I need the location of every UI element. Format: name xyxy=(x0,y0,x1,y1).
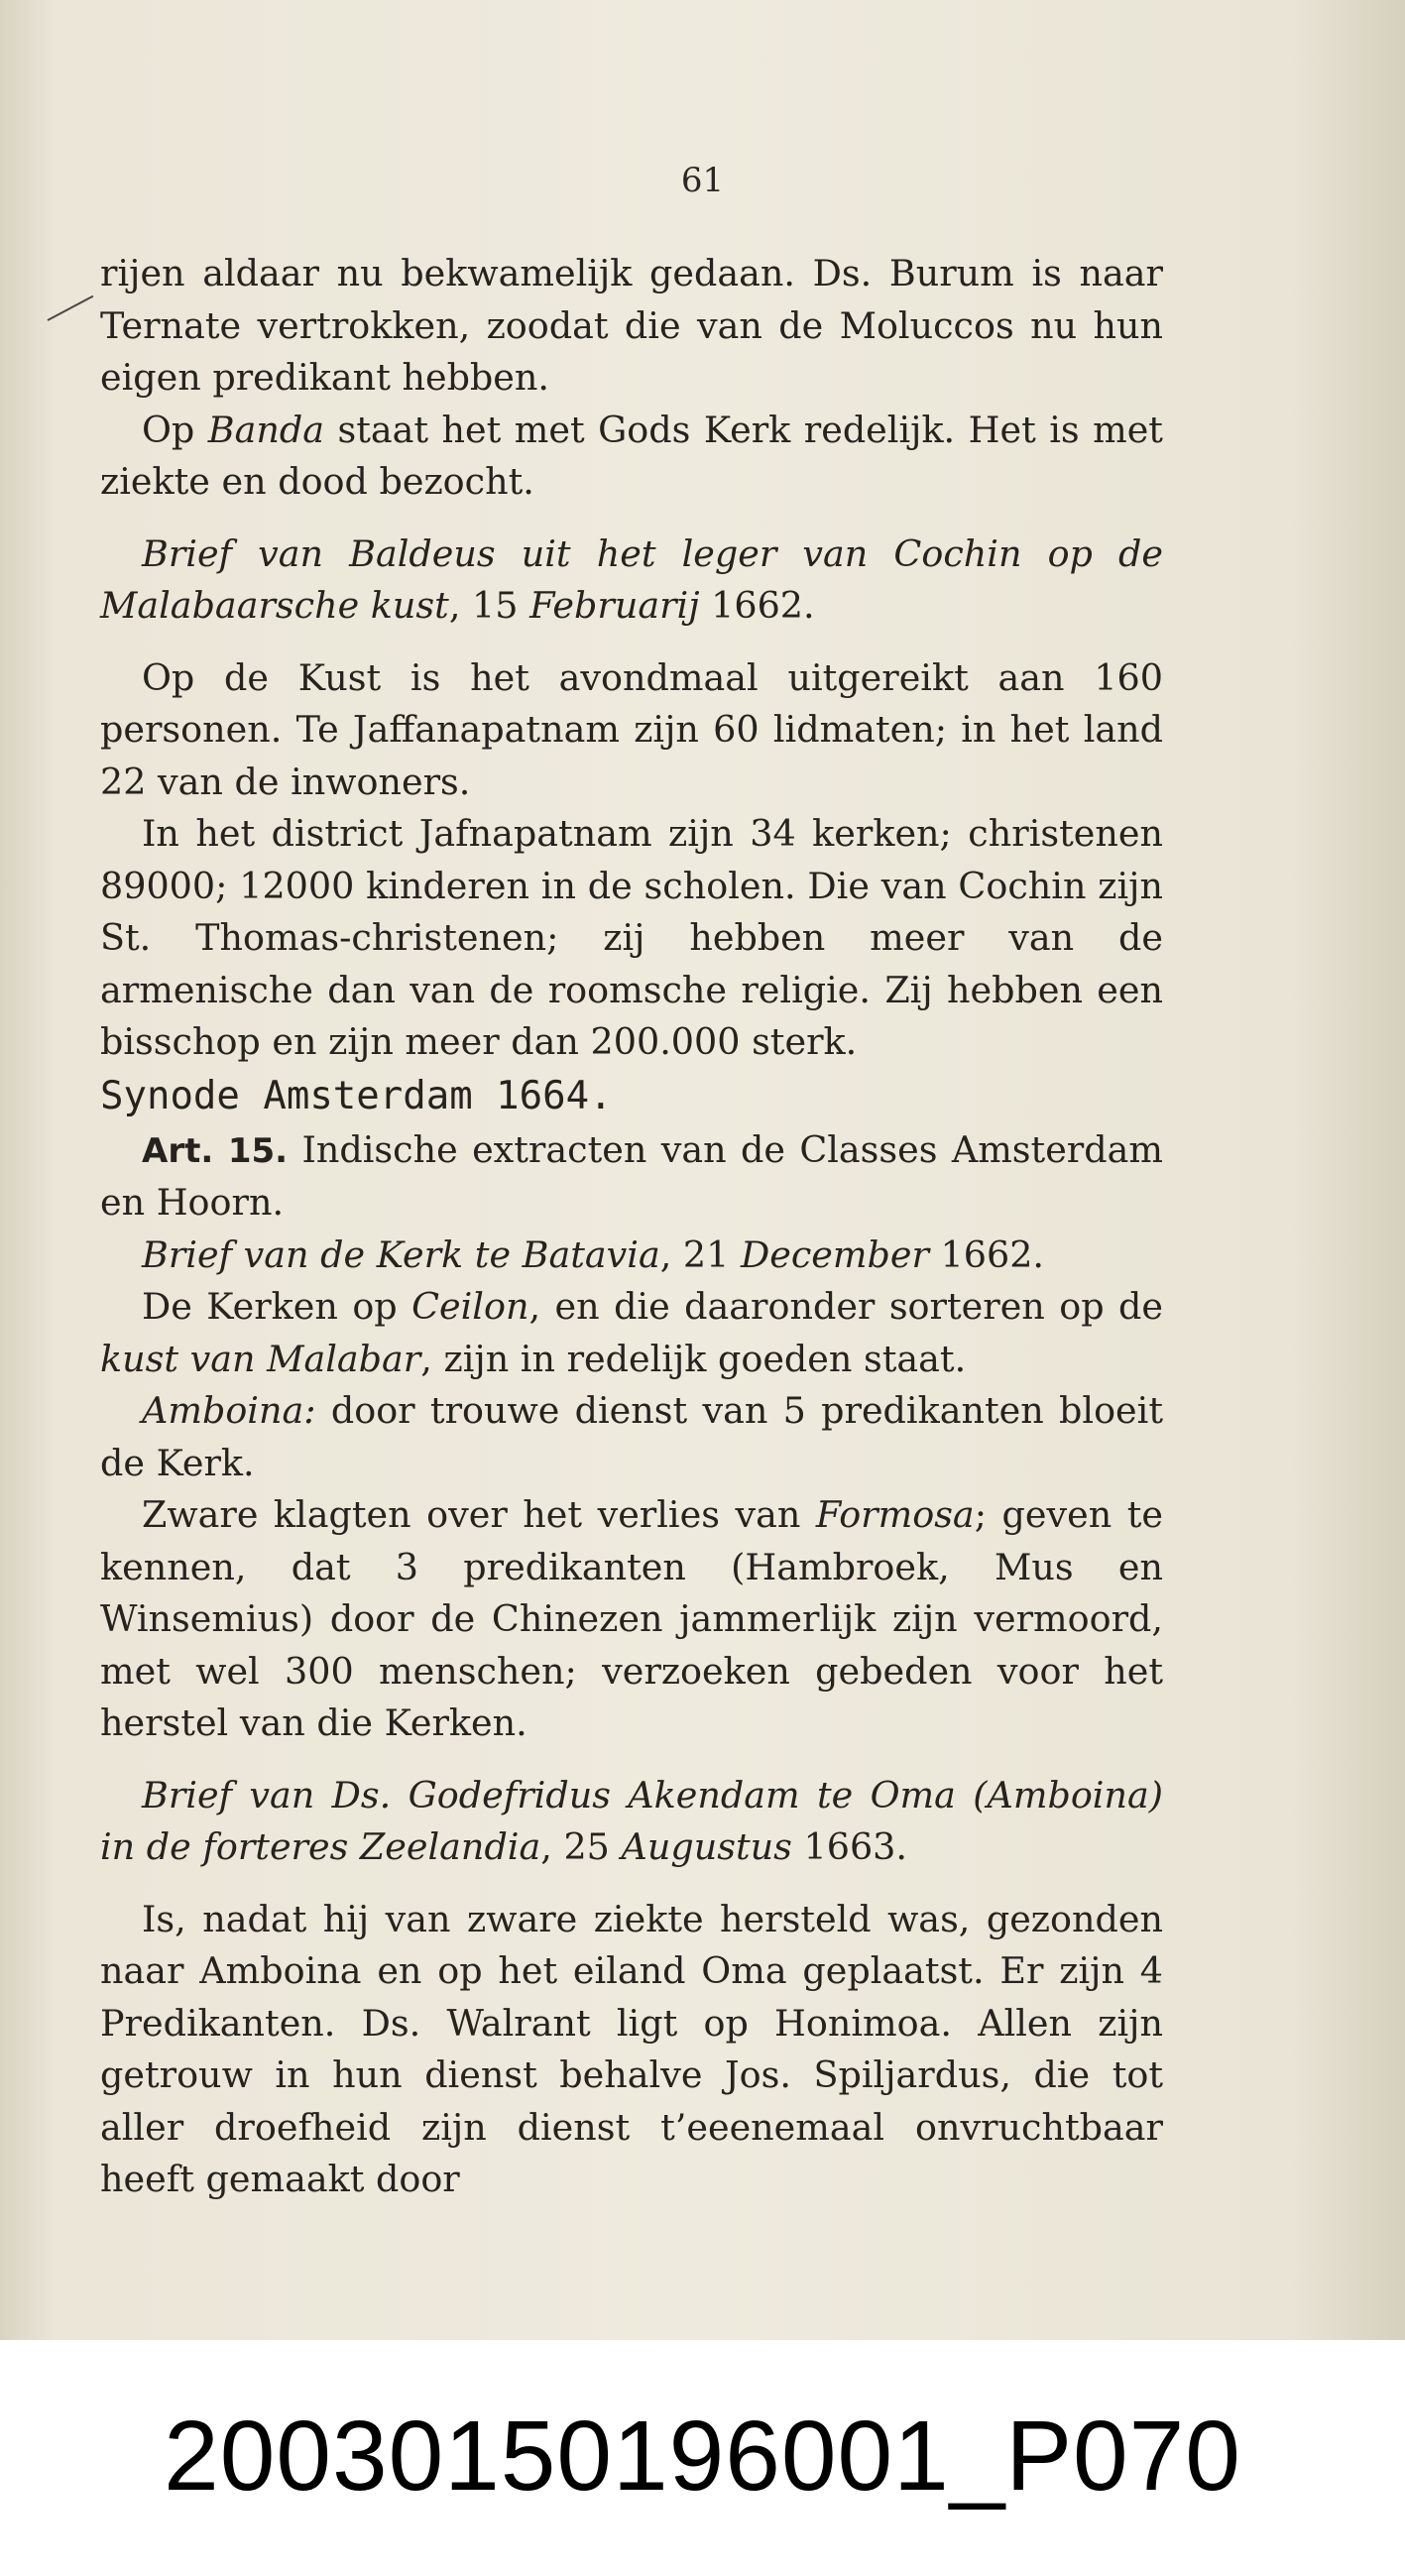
text: Op xyxy=(142,408,208,451)
letter-title: Brief van de Kerk te Batavia xyxy=(142,1232,660,1276)
line: rijen aldaar nu bekwamelijk gedaan. Ds. Burum is naar xyxy=(100,252,1163,294)
year: 1662. xyxy=(928,1232,1045,1276)
archive-id-label: 20030150196001_P070 xyxy=(164,2400,1241,2512)
text: ; geven te kennen, dat 3 predikanten (Hambroek, Mus en Winsemius) door de Chinezen jammerlijk zijn vermoord, met wel 300 menschen; verzoeken gebeden voor het herstel van die Kerken. xyxy=(100,1493,1163,1744)
text: De Kerken op xyxy=(142,1285,412,1328)
letter-heading-batavia xyxy=(100,1229,1163,1282)
place-name: Ceilon xyxy=(411,1285,529,1328)
month: Februarij xyxy=(529,584,700,627)
line: eigen predikant hebben. xyxy=(100,356,550,399)
article-text: Indische extracten van de Classes Amsterdam en Hoorn. xyxy=(100,1127,1163,1224)
letter-heading-baldeus xyxy=(100,528,1163,633)
letter-title: ) in de forteres Zeelandia xyxy=(100,1773,1163,1868)
text: , 25 xyxy=(540,1825,622,1868)
paragraph-oma: Is, nadat hij van zware ziekte hersteld was, gezonden naar Amboina en op het eiland Oma geplaatst. Er zijn 4 Predikanten. Ds. Walrant ligt op Honimoa. Allen zijn getrouw in hun dienst behalve Jos. Spiljardus, die tot aller droefheid zijn dienst t’eeenemaal onvruchtbaar heeft gemaakt door xyxy=(100,1897,1163,2200)
paragraph-jafnapatnam: In het district Jafnapatnam zijn 34 kerken; christenen 89000; 12000 kinderen in de scholen. Die van Cochin zijn St. Thomas-christenen; zij hebben meer van de armenische dan van de roomsche religie. Zij hebben een bisschop en zijn meer dan 200.000 sterk. xyxy=(100,812,1163,1063)
line: Ternate vertrokken, zoodat die van de Moluccos nu hun xyxy=(100,303,1163,347)
footer-strip xyxy=(0,2340,1405,2576)
text: , en die daaronder sorteren op de xyxy=(528,1285,1163,1328)
text: staat het met Gods Kerk redelijk. Het is met ziekte en dood bezocht. xyxy=(100,408,1163,503)
paragraph-banda xyxy=(100,405,1163,509)
text: Zware klagten over het verlies van xyxy=(142,1493,816,1536)
place-name: kust van Malabar xyxy=(100,1337,421,1380)
letter-heading-akendam xyxy=(100,1770,1163,1874)
letter-title: Brief van Ds. Godefridus Akendam te Oma ( xyxy=(142,1773,988,1816)
paragraph-burum xyxy=(100,248,1163,405)
place-name: Amboina: xyxy=(142,1389,316,1432)
place-name: Amboina xyxy=(987,1773,1149,1816)
article-label: Art. 15. xyxy=(142,1130,289,1171)
paragraph-ceilon xyxy=(100,1281,1163,1385)
page-number: 61 xyxy=(680,161,725,200)
letter-title: Brief van Baldeus uit het leger van Cochin op de Malabaarsche kust xyxy=(100,531,1163,627)
text: , zijn in redelijk goeden staat. xyxy=(420,1337,967,1380)
month: December xyxy=(740,1232,929,1276)
month: Augustus xyxy=(621,1825,792,1868)
place-name: Formosa xyxy=(815,1493,975,1536)
place-name: Banda xyxy=(207,408,324,451)
section-heading: Synode Amsterdam 1664. xyxy=(100,1073,613,1118)
year: 1662. xyxy=(699,584,815,627)
text: door trouwe dienst van 5 predikanten bloeit de Kerk. xyxy=(100,1389,1163,1484)
paragraph-kust: Op de Kust is het avondmaal uitgereikt aan 160 personen. Te Jaffanapatnam zijn 60 lidmaten; in het land 22 van de inwoners. xyxy=(100,655,1163,803)
page-body xyxy=(100,248,1163,2206)
paragraph-formosa xyxy=(100,1489,1163,1750)
year: 1663. xyxy=(791,1825,908,1868)
paragraph-amboina xyxy=(100,1385,1163,1489)
text: , 15 xyxy=(448,584,530,627)
pencil-margin-mark xyxy=(48,295,94,321)
text: , 21 xyxy=(659,1232,741,1276)
article-15 xyxy=(100,1124,1163,1229)
